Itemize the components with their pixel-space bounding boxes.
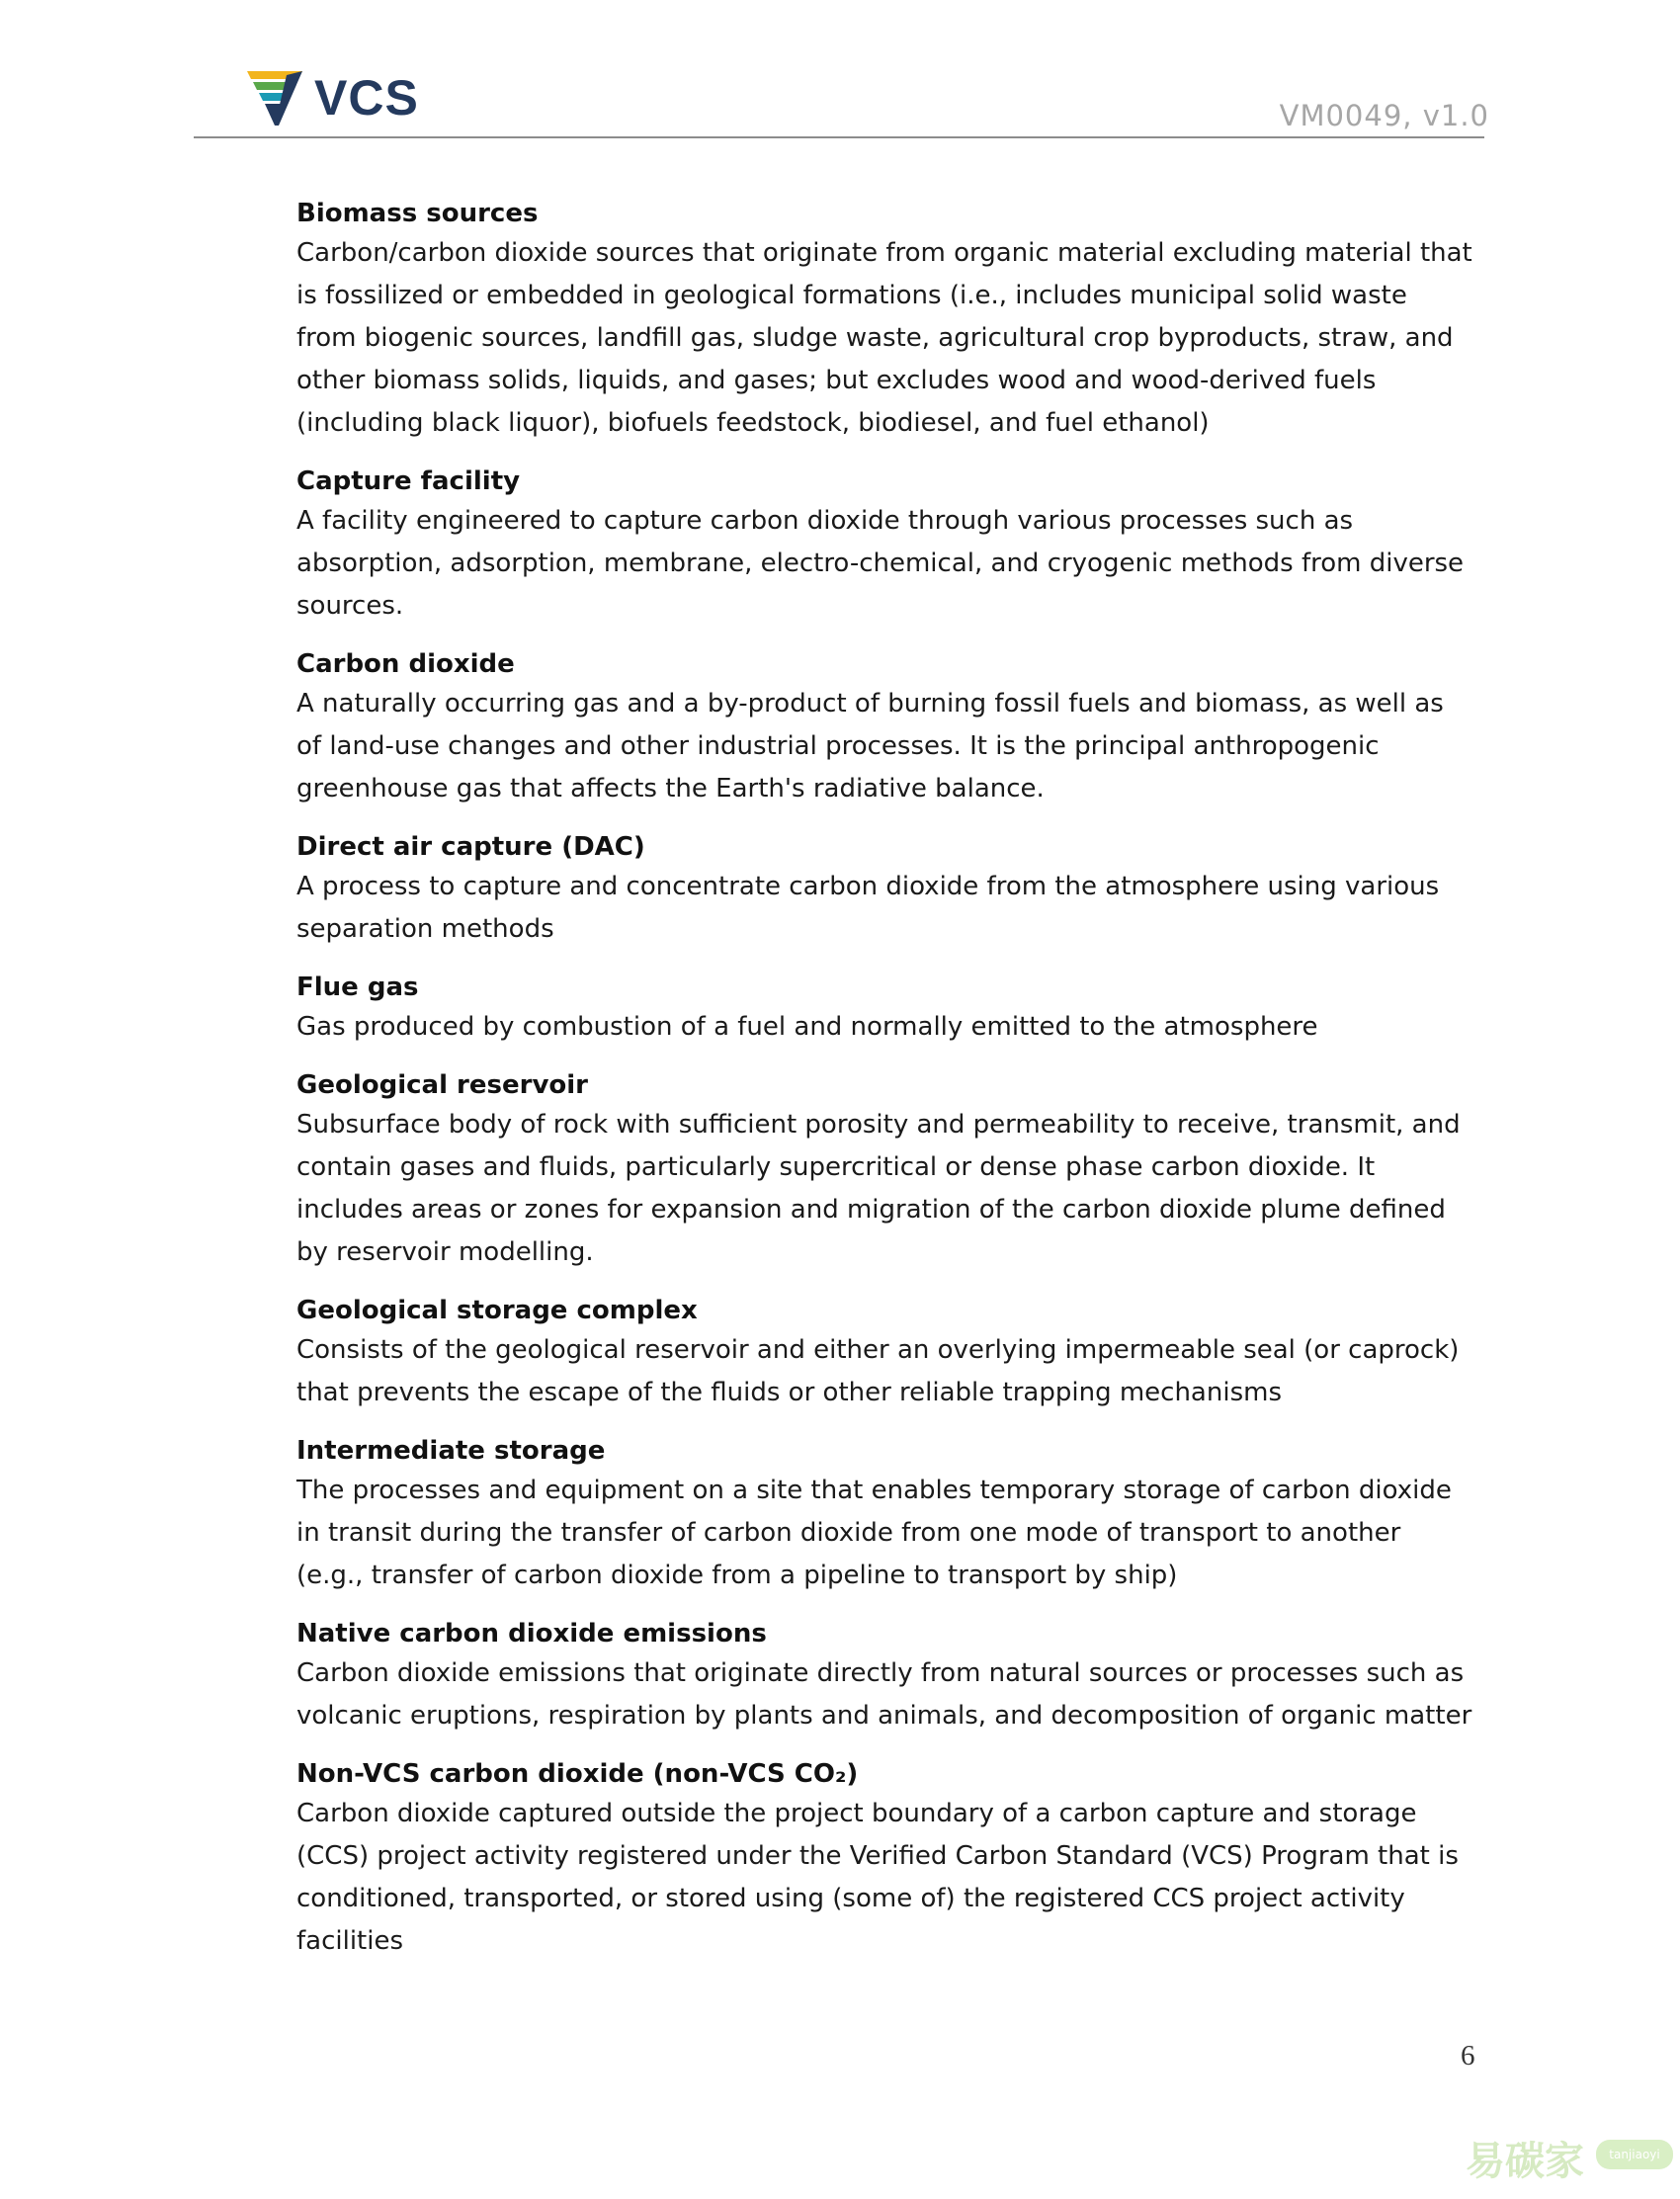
vcs-chevron-icon — [247, 69, 302, 127]
definition-term: Non-VCS carbon dioxide (non-VCS CO₂) — [296, 1759, 859, 1789]
definition-term: Intermediate storage — [296, 1436, 606, 1466]
definition-term: Biomass sources — [296, 199, 539, 228]
definition-entry — [296, 830, 1472, 951]
definition-term: Geological storage complex — [296, 1296, 698, 1325]
definition-description: Carbon/carbon dioxide sources that originate from organic material excluding material that is fossilized or embedded in geological formations (i.e., includes municipal solid waste from biogenic sources, landfill gas, sludge waste, agricultural crop byproducts, straw, and other biomass solids, liquids, and gases; but excludes wood and wood-derived fuels (including black liquor), biofuels feedstock, biodiesel, and fuel ethanol) — [296, 238, 1472, 438]
page-number: 6 — [1461, 2040, 1475, 2072]
definition-entry — [296, 1294, 1472, 1414]
definition-description: Carbon dioxide emissions that originate directly from natural sources or processes such as volcanic eruptions, respiration by plants and animals, and decomposition of organic matter — [296, 1658, 1472, 1731]
definition-term: Native carbon dioxide emissions — [296, 1619, 767, 1649]
definition-entry — [296, 971, 1472, 1049]
definition-term: Capture facility — [296, 466, 521, 496]
definitions-list — [296, 197, 1472, 1983]
definition-description: Subsurface body of rock with sufficient porosity and permeability to receive, transmit, and contain gases and fluids, particularly supercritical or dense phase carbon dioxide. It includes areas or zones for expansion and migration of the carbon dioxide plume defined by reservoir modelling. — [296, 1110, 1461, 1267]
definition-entry — [296, 1068, 1472, 1274]
definition-description: The processes and equipment on a site that enables temporary storage of carbon dioxide in transit during the transfer of carbon dioxide from one mode of transport to another (e.g., transfer of carbon dioxide from a pipeline to transport by ship) — [296, 1476, 1452, 1590]
definition-description: A naturally occurring gas and a by-product of burning fossil fuels and biomass, as well as of land-use changes and other industrial processes. It is the principal anthropogenic greenhouse gas that affects the Earth's radiative balance. — [296, 689, 1444, 803]
definition-description: A process to capture and concentrate carbon dioxide from the atmosphere using various separation methods — [296, 872, 1440, 944]
definition-term: Geological reservoir — [296, 1070, 588, 1100]
logo-text: VCS — [314, 70, 419, 126]
definition-description: Consists of the geological reservoir and either an overlying impermeable seal (or caprock) that prevents the escape of the fluids or other reliable trapping mechanisms — [296, 1335, 1460, 1407]
definition-entry — [296, 1434, 1472, 1597]
definition-entry — [296, 1757, 1472, 1963]
definition-entry — [296, 197, 1472, 445]
vcs-logo — [247, 69, 419, 127]
definition-description: A facility engineered to capture carbon dioxide through various processes such as absorption, adsorption, membrane, electro-chemical, and cryogenic methods from diverse sources. — [296, 506, 1465, 621]
definition-term: Flue gas — [296, 973, 419, 1002]
watermark-badge: tanjiaoyi .com — [1596, 2140, 1673, 2169]
definition-description: Carbon dioxide captured outside the project boundary of a carbon capture and storage (CCS) project activity registered under the Verified Carbon Standard (VCS) Program that is conditioned, transported, or stored using (some of) the registered CCS project activity facilities — [296, 1799, 1459, 1956]
definition-description: Gas produced by combustion of a fuel and normally emitted to the atmosphere — [296, 1012, 1318, 1042]
document-id: VM0049, v1.0 — [1279, 99, 1489, 132]
watermark-logo: 易碳家 — [1466, 2139, 1584, 2184]
header-divider — [194, 136, 1484, 138]
definition-entry — [296, 1617, 1472, 1737]
definition-entry — [296, 465, 1472, 628]
definition-term: Carbon dioxide — [296, 649, 515, 679]
definition-entry — [296, 647, 1472, 810]
definition-term: Direct air capture (DAC) — [296, 832, 645, 862]
